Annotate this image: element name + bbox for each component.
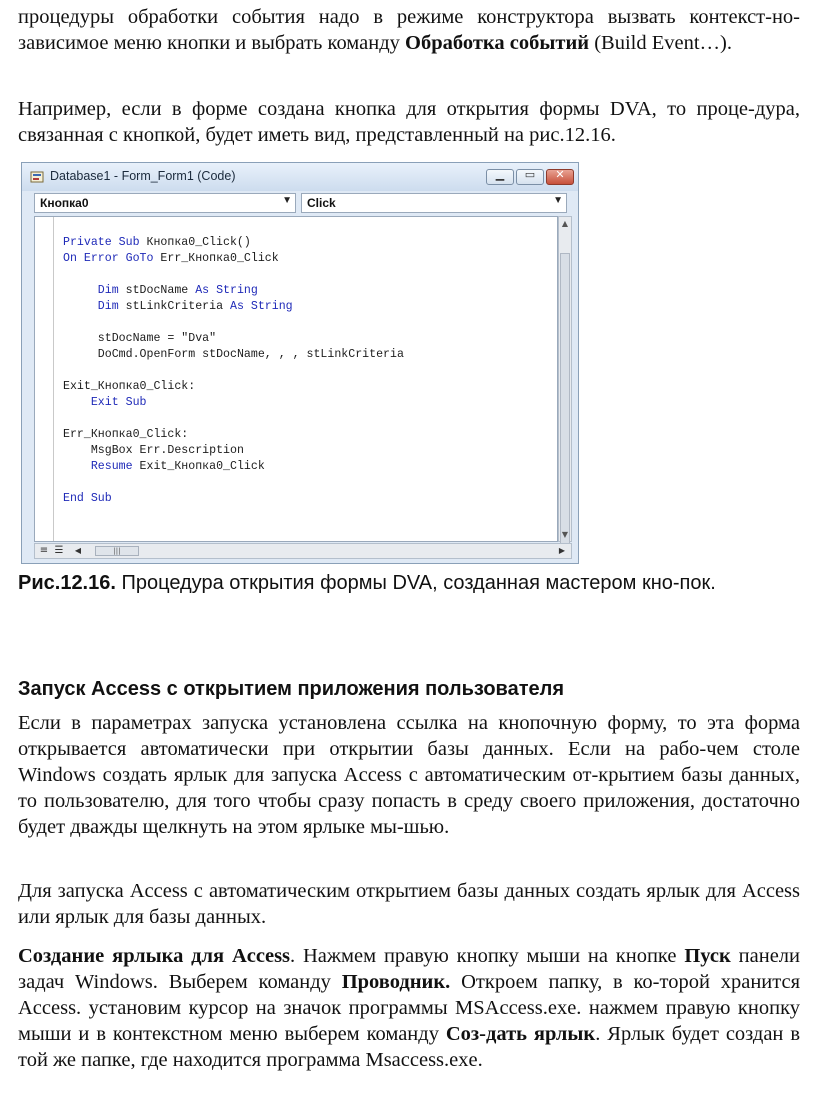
minimize-icon: ▁ (495, 168, 505, 181)
code-keyword: On Error GoTo (63, 252, 154, 265)
bold-text: Пуск (684, 945, 731, 967)
bold-text: Обработка событий (405, 32, 590, 54)
procedure-combo-value: Click (307, 196, 336, 210)
code-keyword: End Sub (63, 492, 112, 505)
code-editor[interactable] (34, 216, 558, 542)
figure-caption-text: Процедура открытия формы DVA, созданная мастером кно-пок. (115, 572, 716, 594)
paragraph-5 (18, 943, 800, 1073)
window-title: Database1 - Form_Form1 (Code) (50, 169, 236, 183)
code-line: Exit_Кнопка0_Click: (63, 380, 196, 393)
code-keyword: Dim (97, 284, 119, 297)
paragraph-2: Например, если в форме создана кнопка для открытия формы DVA, то проце-дура, связанная с кнопкой, будет иметь вид, представленный на рис.12.16. (18, 98, 800, 146)
object-combo[interactable] (34, 193, 296, 213)
code-window-icon (30, 170, 44, 184)
code-line: Err_Кнопка0_Click: (63, 428, 189, 441)
code-line: Err_Кнопка0_Click (153, 252, 279, 265)
maximize-icon: ▭ (524, 168, 536, 181)
code-line: Кнопка0_Click() (139, 236, 251, 249)
paragraph-1 (18, 4, 800, 56)
full-module-view-icon[interactable]: ☰ (54, 545, 64, 556)
scroll-down-icon[interactable]: ▼ (561, 530, 569, 539)
code-line: stLinkCriteria (118, 300, 230, 313)
code-keyword: Dim (97, 300, 119, 313)
paragraph-4: Для запуска Access с автоматическим открытием базы данных создать ярлык для Access или ярлык для базы данных. (18, 880, 800, 928)
scroll-up-icon[interactable]: ▲ (561, 219, 569, 228)
code-keyword: Private Sub (63, 236, 140, 249)
scroll-thumb[interactable]: ||| (95, 546, 139, 556)
close-button[interactable] (546, 169, 574, 185)
bold-text: Создание ярлыка для Access (18, 945, 291, 967)
figure-label: Рис.12.16. (18, 572, 116, 594)
vertical-scrollbar[interactable] (558, 216, 572, 542)
horizontal-scrollbar[interactable] (34, 543, 572, 559)
text: процедуры обработки события надо в режиме конструктора вызвать контекст-но-зависимое меню кнопки и выбрать команду (18, 6, 800, 54)
procedure-combo[interactable] (301, 193, 567, 213)
paragraph-3: Если в параметрах запуска установлена ссылка на кнопочную форму, то эта форма открывается автоматически при открытии базы данных. Если на рабо-чем столе Windows создать ярлык для запуска Access с автоматическим от-крытием базы данных, то пользователю, для того чтобы сразу попасть в среду своего приложения, достаточно будет дважды щелкнуть на этом ярлыке мы-шью. (18, 712, 800, 838)
bold-text: Соз-дать ярлык (445, 1023, 596, 1045)
text: . Нажмем правую кнопку мыши на кнопке (290, 945, 685, 967)
code-line: Exit_Кнопка0_Click (132, 460, 265, 473)
code-keyword: Resume (90, 460, 133, 473)
code-window (21, 162, 579, 564)
code-line: DoCmd.OpenForm stDocName, , , stLinkCriteria (97, 348, 404, 361)
text: . Ярлык будет создан в той же папке, где находится программа Msaccess.exe. (18, 1023, 800, 1071)
minimize-button[interactable] (486, 169, 514, 185)
bold-text: Проводник. (341, 971, 451, 993)
close-icon: ✕ (555, 168, 565, 181)
chevron-down-icon: ▼ (553, 195, 563, 206)
scroll-left-icon[interactable]: ◀ (74, 546, 82, 555)
margin-indicator-bar (35, 217, 54, 541)
chevron-down-icon: ▼ (282, 195, 292, 206)
code-keyword: Exit Sub (90, 396, 147, 409)
scroll-thumb[interactable] (560, 253, 570, 557)
code-text (63, 235, 404, 507)
text: Откроем папку, в ко-торой хранится Access. установим курсор на значок программы MSAccess.exe. нажмем правую кнопку мыши и в контекстном меню выберем команду (18, 971, 801, 1045)
code-line: stDocName (118, 284, 196, 297)
object-combo-value: Кнопка0 (40, 196, 89, 210)
figure-caption (18, 570, 800, 596)
title-bar (22, 163, 578, 191)
procedure-view-icon[interactable]: ≡ (39, 545, 49, 556)
code-line: stDocName = "Dva" (97, 332, 217, 345)
text: (Build Event…). (589, 32, 733, 54)
section-heading: Запуск Access с открытием приложения пользователя (18, 678, 564, 700)
code-line: MsgBox Err.Description (90, 444, 244, 457)
code-keyword: As String (195, 284, 258, 297)
text: панели задач Windows. Выберем команду (18, 945, 800, 993)
scroll-right-icon[interactable]: ▶ (558, 546, 566, 555)
maximize-button[interactable] (516, 169, 544, 185)
code-keyword: As String (230, 300, 293, 313)
